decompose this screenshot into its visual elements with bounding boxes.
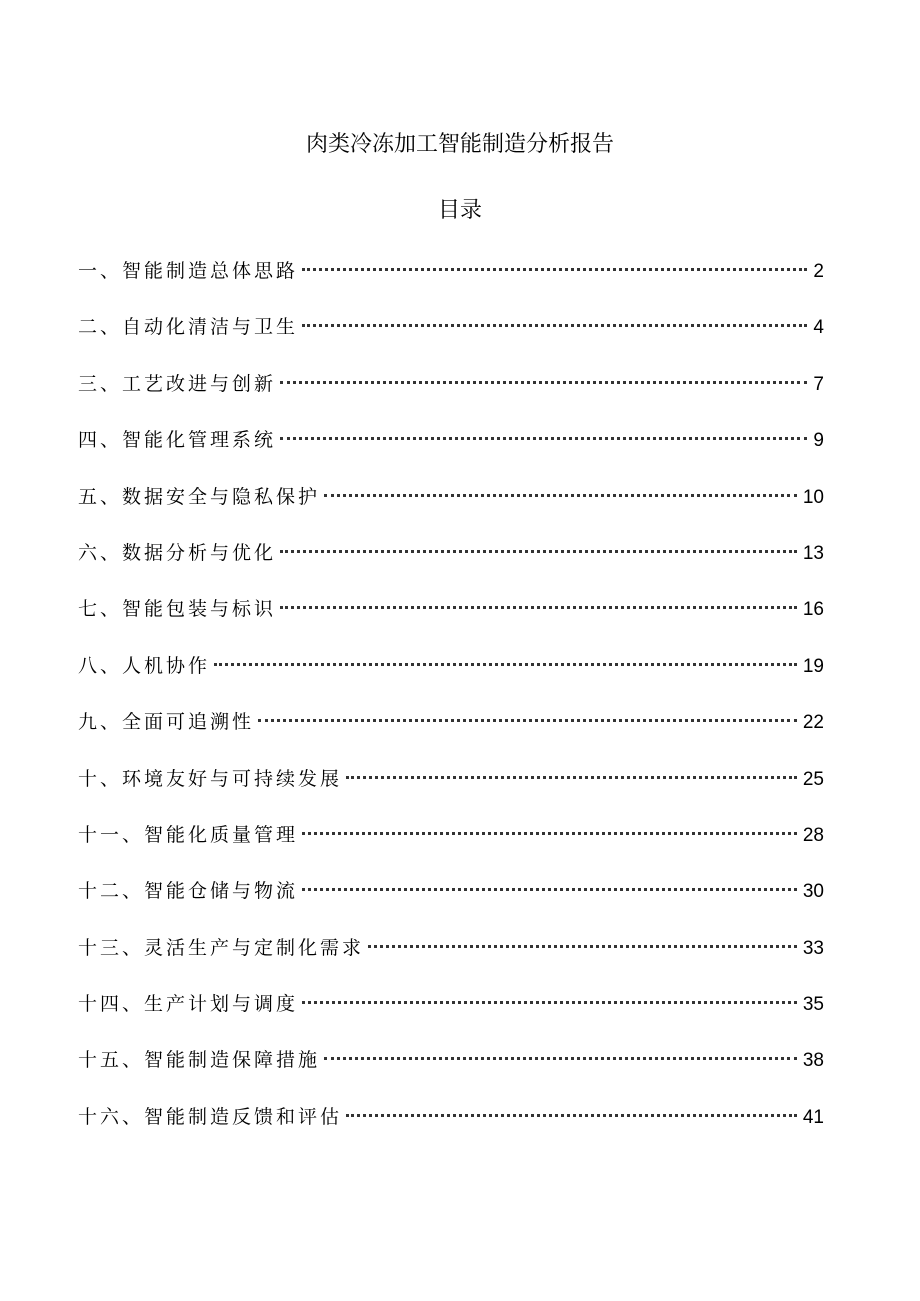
toc-entry-page: 4 — [813, 317, 824, 339]
toc-entry[interactable] — [78, 762, 824, 818]
toc-entry-page: 10 — [802, 486, 824, 508]
toc-leader-dots — [302, 1001, 797, 1004]
toc-entry[interactable] — [78, 987, 824, 1043]
toc-entry[interactable] — [78, 480, 824, 536]
toc-entry-page: 30 — [802, 881, 824, 903]
toc-entry-label: 十一、智能化质量管理 — [78, 823, 299, 846]
toc-leader-dots — [346, 776, 797, 779]
toc-entry-label: 二、自动化清洁与卫生 — [78, 316, 299, 339]
toc-entry-label: 八、人机协作 — [78, 654, 211, 677]
toc-entry-page: 2 — [813, 261, 824, 282]
toc-leader-dots — [214, 663, 797, 666]
toc-leader-dots — [324, 1057, 797, 1060]
toc-entry[interactable] — [78, 310, 824, 366]
toc-entry-label: 十五、智能制造保障措施 — [78, 1049, 321, 1072]
toc-entry[interactable] — [78, 536, 824, 592]
document-title: 肉类冷冻加工智能制造分析报告 — [305, 132, 614, 157]
toc-leader-dots — [280, 606, 797, 609]
toc-entry-label: 七、智能包装与标识 — [78, 598, 277, 621]
toc-entry[interactable] — [78, 592, 824, 648]
toc-entry-page: 22 — [802, 712, 824, 734]
toc-entry-label: 五、数据安全与隐私保护 — [78, 485, 321, 508]
toc-entry[interactable] — [78, 1100, 824, 1156]
toc-entry-label: 九、全面可追溯性 — [78, 711, 255, 734]
toc-entry[interactable] — [78, 818, 824, 874]
toc-entry[interactable] — [78, 254, 824, 310]
toc-leader-dots — [280, 381, 807, 384]
toc-entry[interactable] — [78, 649, 824, 705]
toc-entry[interactable] — [78, 874, 824, 930]
toc-leader-dots — [258, 719, 797, 722]
toc-leader-dots — [280, 550, 797, 553]
toc-entry-label: 十三、灵活生产与定制化需求 — [78, 936, 365, 959]
toc-entry-label: 四、智能化管理系统 — [78, 429, 277, 452]
toc-entry-label: 十四、生产计划与调度 — [78, 993, 299, 1016]
toc-entry-page: 35 — [802, 994, 824, 1016]
toc-entry-label: 十、环境友好与可持续发展 — [78, 767, 343, 790]
toc-entry-label: 一、智能制造总体思路 — [78, 260, 299, 282]
toc-leader-dots — [302, 268, 807, 271]
toc-entry-label: 十六、智能制造反馈和评估 — [78, 1105, 343, 1128]
toc-entry-page: 28 — [802, 824, 824, 846]
toc-entry[interactable] — [78, 1043, 824, 1099]
toc-entry[interactable] — [78, 367, 824, 423]
toc-entry-label: 三、工艺改进与创新 — [78, 372, 277, 395]
toc-heading: 目录 — [437, 198, 482, 223]
toc-entry[interactable] — [78, 705, 824, 761]
toc-entry[interactable] — [78, 423, 824, 479]
toc-leader-dots — [302, 324, 807, 327]
toc-leader-dots — [280, 437, 807, 440]
toc-entry-page: 7 — [813, 373, 824, 395]
toc-entry-page: 33 — [802, 937, 824, 959]
toc-leader-dots — [302, 832, 797, 835]
toc-entry-label: 六、数据分析与优化 — [78, 541, 277, 564]
toc-leader-dots — [346, 1114, 797, 1117]
toc-entry-page: 38 — [802, 1050, 824, 1072]
toc-entry[interactable] — [78, 931, 824, 987]
toc-leader-dots — [368, 945, 797, 948]
toc-leader-dots — [302, 888, 797, 891]
toc-entry-page: 19 — [802, 655, 824, 677]
toc-entry-page: 41 — [802, 1106, 824, 1128]
toc-entry-label: 十二、智能仓储与物流 — [78, 880, 299, 903]
toc-entry-page: 16 — [802, 599, 824, 621]
toc-entry-page: 13 — [802, 542, 824, 564]
toc-entry-page: 9 — [813, 430, 824, 452]
table-of-contents — [78, 254, 824, 1156]
toc-leader-dots — [324, 494, 797, 497]
toc-entry-page: 25 — [802, 768, 824, 790]
